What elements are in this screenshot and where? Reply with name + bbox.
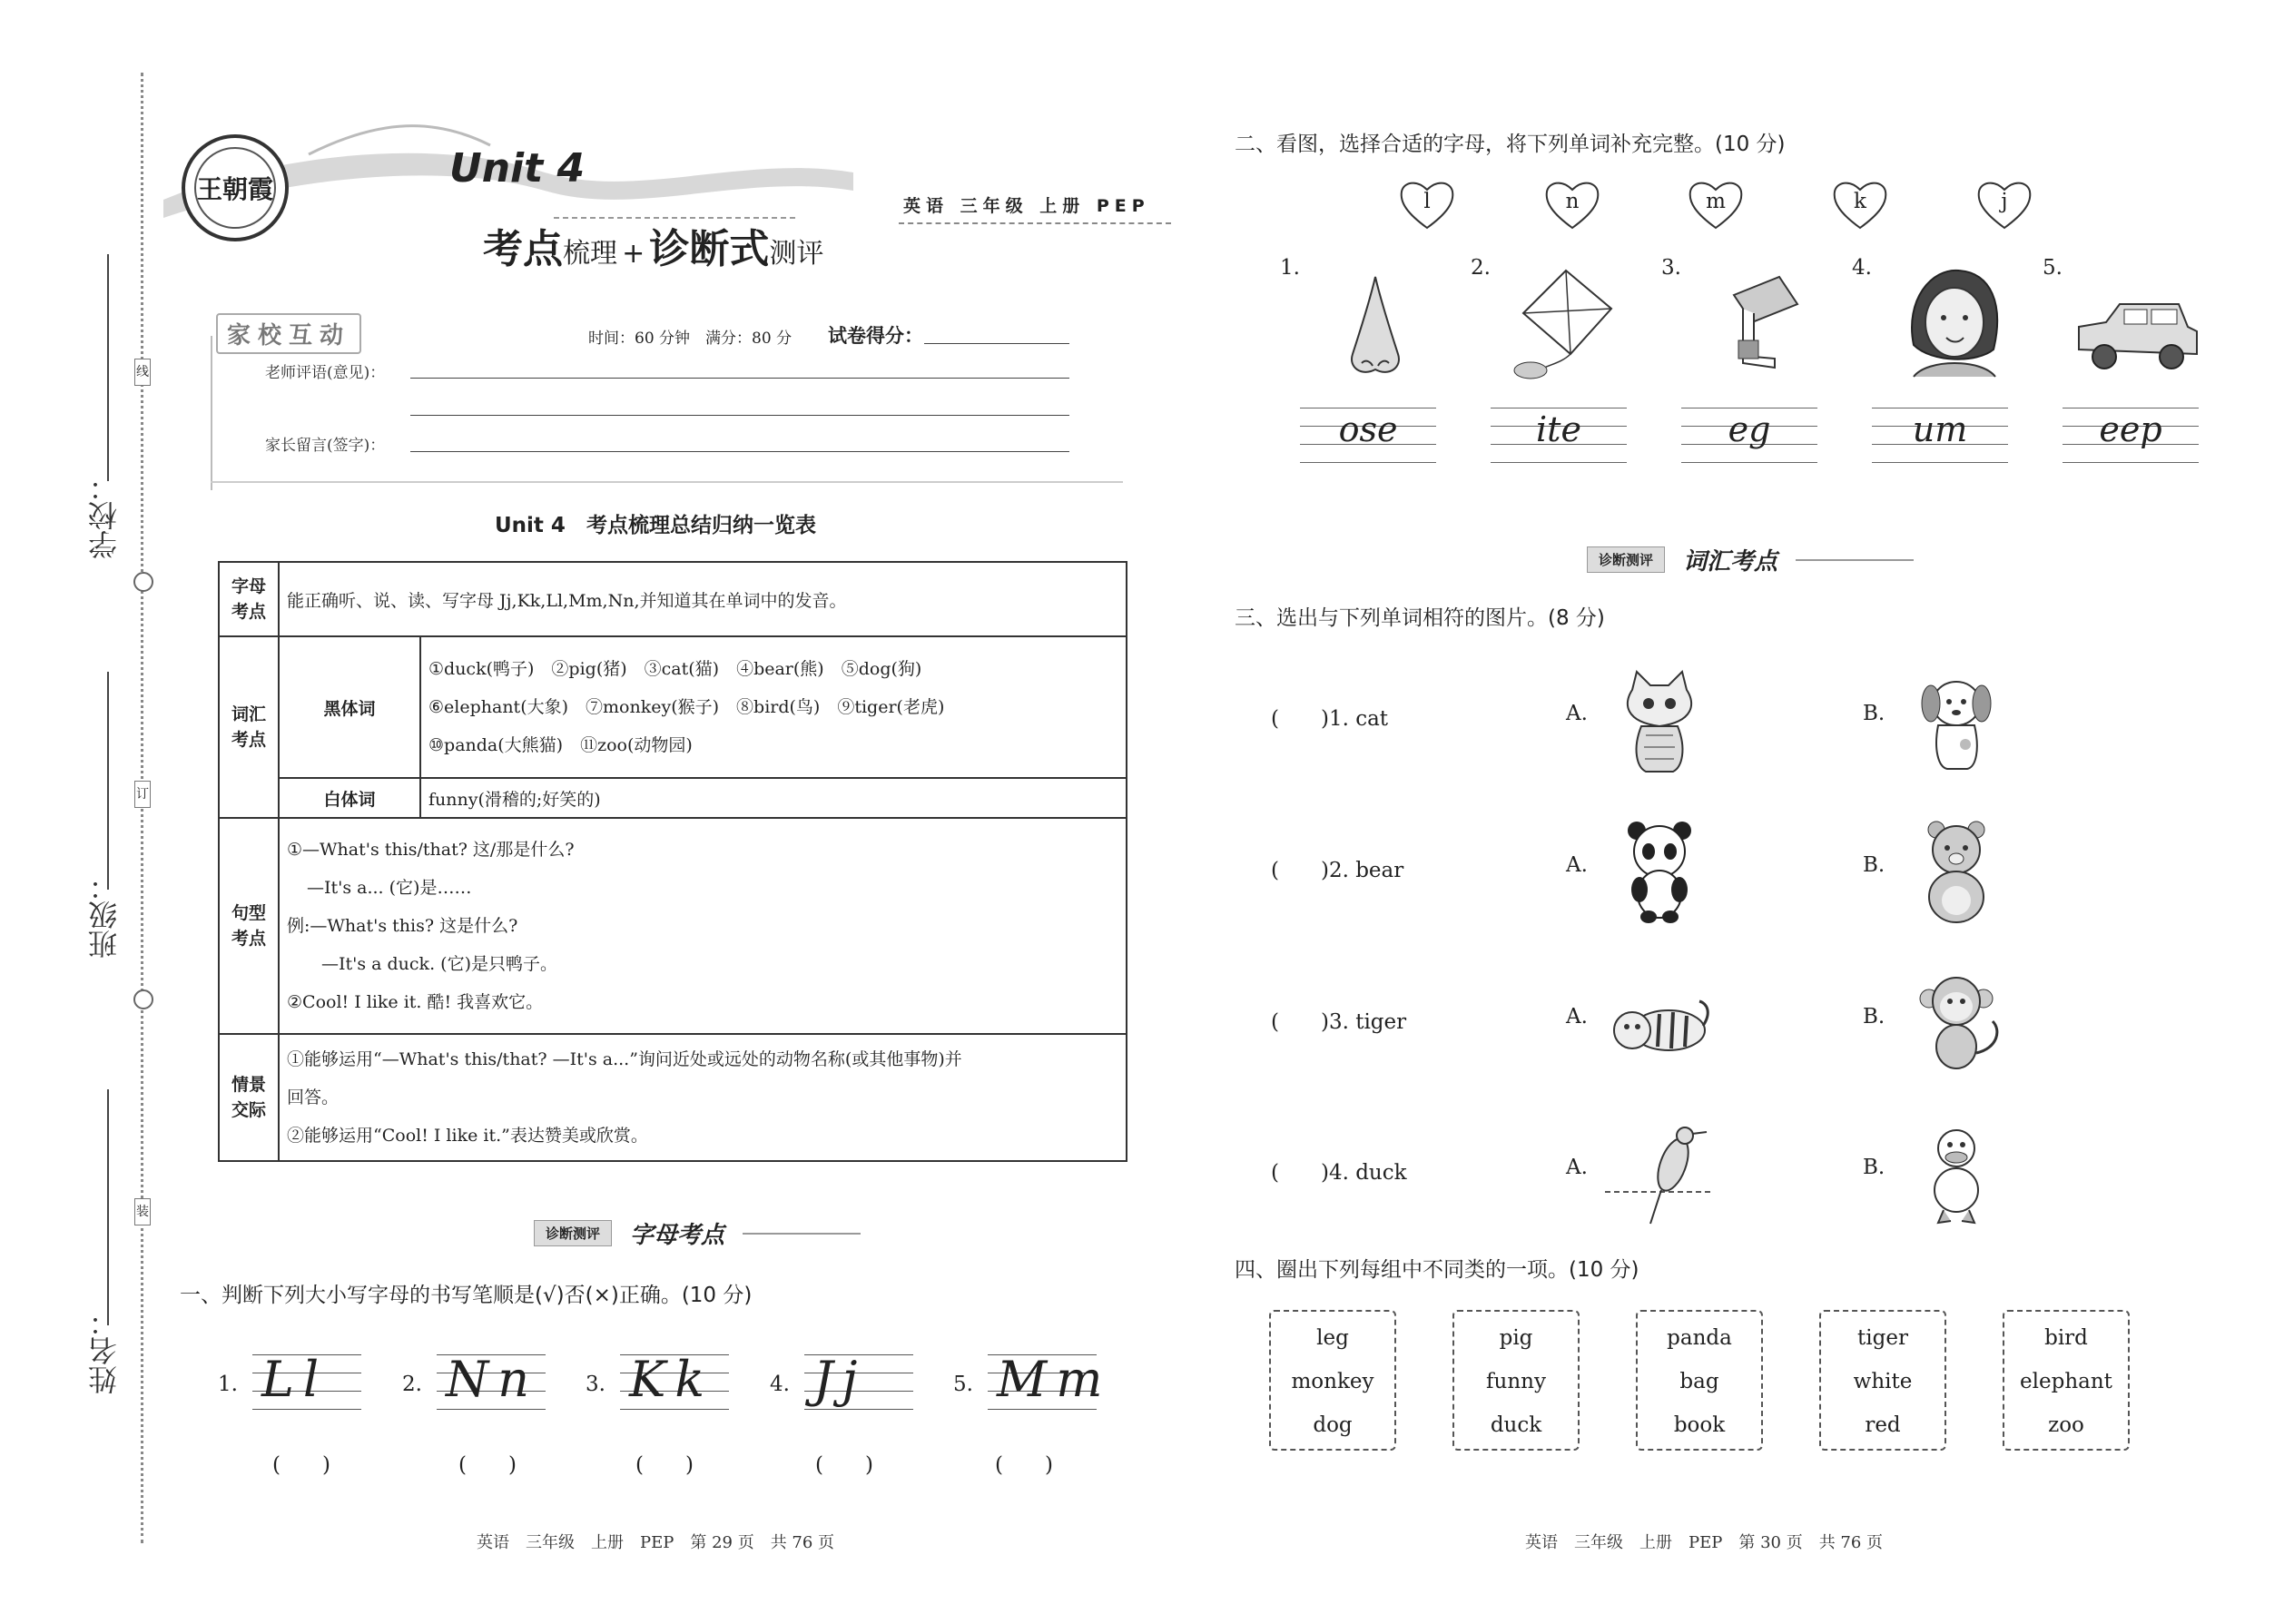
kite-picture bbox=[1498, 263, 1634, 381]
answer-paren-4[interactable]: ( ) bbox=[815, 1453, 873, 1477]
heart-letter: l bbox=[1423, 190, 1431, 213]
bold-words-line: ①duck(鸭子) ②pig(猪) ③cat(猫) ④bear(熊) ⑤dog(狗) bbox=[428, 659, 922, 679]
ribbon-arrow-line bbox=[1796, 559, 1914, 561]
vocab-head: 词汇考点 bbox=[219, 636, 279, 818]
page-subtitle bbox=[483, 216, 823, 274]
teacher-comment-line-1[interactable] bbox=[410, 378, 1069, 379]
partial-word: eg bbox=[1728, 409, 1771, 449]
group-word[interactable]: pig bbox=[1499, 1326, 1533, 1350]
subtitle-part-b: 梳理 bbox=[563, 238, 617, 270]
heart-letter-j[interactable] bbox=[1975, 177, 2033, 231]
q1-item-5 bbox=[953, 1334, 1112, 1425]
bird-picture[interactable] bbox=[1605, 1119, 1714, 1228]
bear-picture[interactable] bbox=[1902, 817, 2011, 926]
subtitle-part-a: 考点 bbox=[483, 226, 563, 272]
q2-item-number: 5. bbox=[2043, 256, 2063, 280]
tag-underline bbox=[899, 222, 1171, 224]
vocab-section-ribbon bbox=[1587, 543, 1914, 576]
mum-picture bbox=[1886, 263, 2023, 381]
q1-item-3 bbox=[586, 1334, 731, 1425]
grade-tag: 英语 三年级 上册 PEP bbox=[903, 196, 1150, 216]
punch-hole-2 bbox=[133, 989, 153, 1009]
group-word[interactable]: tiger bbox=[1857, 1326, 1908, 1350]
bind-mark-2: 订 bbox=[134, 781, 151, 808]
tiger-picture[interactable] bbox=[1605, 967, 1714, 1076]
partial-word: eep bbox=[2099, 409, 2162, 449]
partial-word: ose bbox=[1338, 409, 1398, 449]
letter-glyph: Ll bbox=[261, 1351, 329, 1408]
q4-title: 四、圈出下列每组中不同类的一项。(10 分) bbox=[1235, 1258, 1639, 1282]
bold-words-line: ⑩panda(大熊猫) ⑪zoo(动物园) bbox=[428, 735, 693, 755]
q2-word-3[interactable] bbox=[1681, 404, 1817, 468]
word-group-5 bbox=[2003, 1310, 2130, 1451]
q3-title: 三、选出与下列单词相符的图片。(8 分) bbox=[1235, 606, 1605, 630]
group-word[interactable]: panda bbox=[1667, 1326, 1732, 1350]
summary-table-title: Unit 4 考点梳理总结归纳一览表 bbox=[495, 514, 816, 537]
cat-picture[interactable] bbox=[1605, 667, 1714, 776]
exam-meta: 时间：60 分钟 满分：80 分 bbox=[588, 330, 793, 348]
group-word[interactable]: red bbox=[1865, 1413, 1901, 1437]
class-line bbox=[107, 672, 109, 890]
parent-message-label: 家长留言(签字)： bbox=[265, 437, 386, 455]
group-word[interactable]: leg bbox=[1316, 1326, 1349, 1350]
q2-word-5[interactable] bbox=[2063, 404, 2199, 468]
home-school-title: 家校互动 bbox=[216, 313, 361, 354]
subtitle-plus: + bbox=[622, 238, 645, 270]
white-words-label: 白体词 bbox=[279, 778, 420, 818]
name-label: 姓名： bbox=[87, 1307, 122, 1394]
white-words-text: funny(滑稽的;好笑的) bbox=[420, 778, 1127, 818]
footer-right: 英语 三年级 上册 PEP 第 30 页 共 76 页 bbox=[1525, 1533, 1884, 1552]
duck-picture[interactable] bbox=[1902, 1119, 2011, 1228]
heart-letter: k bbox=[1854, 190, 1866, 213]
q3-question-3[interactable]: ( )3. tiger bbox=[1271, 1010, 1407, 1034]
q3-option-a: A. bbox=[1566, 702, 1588, 725]
summary-table bbox=[218, 561, 1127, 1162]
q1-item-2 bbox=[402, 1334, 547, 1425]
q1-item-4 bbox=[770, 1334, 915, 1425]
sentence-line: ②Cool! I like it. 酷! 我喜欢它。 bbox=[287, 992, 544, 1012]
q2-item-number: 4. bbox=[1852, 256, 1872, 280]
q3-option-a: A. bbox=[1566, 1156, 1588, 1179]
answer-paren-2[interactable]: ( ) bbox=[458, 1453, 517, 1477]
ribbon-tag: 诊断测评 bbox=[1587, 546, 1665, 573]
punch-hole-1 bbox=[133, 572, 153, 592]
letters-section-ribbon bbox=[534, 1216, 861, 1250]
group-word[interactable]: dog bbox=[1313, 1413, 1353, 1437]
ribbon-title: 字母考点 bbox=[630, 1222, 725, 1249]
teacher-comment-label: 老师评语(意见)： bbox=[265, 364, 386, 382]
word-group-2 bbox=[1452, 1310, 1580, 1451]
table-row bbox=[219, 1034, 1127, 1161]
sentence-cell bbox=[279, 818, 1127, 1034]
teacher-comment-line-2[interactable] bbox=[410, 415, 1069, 416]
letters-head: 字母考点 bbox=[219, 562, 279, 636]
sentence-line: —It's a... (它)是…… bbox=[307, 878, 472, 898]
bold-words-label: 黑体词 bbox=[279, 636, 420, 778]
group-word[interactable]: funny bbox=[1486, 1370, 1546, 1393]
sentence-line: ①—What's this/that? 这/那是什么? bbox=[287, 840, 575, 860]
brand-seal-logo bbox=[182, 134, 289, 241]
situation-line: ①能够运用“—What's this/that? —It's a...”询问近处或远处的动物名称(或其他事物)并 bbox=[287, 1049, 962, 1069]
group-word[interactable]: white bbox=[1853, 1370, 1913, 1393]
q1-item-number: 5. bbox=[953, 1373, 973, 1396]
monkey-picture[interactable] bbox=[1902, 967, 2011, 1076]
word-group-4 bbox=[1819, 1310, 1946, 1451]
school-line bbox=[107, 254, 109, 481]
situation-line: ②能够运用“Cool! I like it.”表达赞美或欣赏。 bbox=[287, 1126, 648, 1146]
partial-word: um bbox=[1912, 409, 1968, 449]
group-word[interactable]: book bbox=[1673, 1413, 1726, 1437]
q3-question-2[interactable]: ( )2. bear bbox=[1271, 859, 1404, 882]
cut-line bbox=[141, 73, 143, 1543]
q3-option-b: B. bbox=[1863, 702, 1885, 725]
class-label: 班级： bbox=[87, 871, 122, 959]
table-row bbox=[219, 778, 1127, 818]
footer-left: 英语 三年级 上册 PEP 第 29 页 共 76 页 bbox=[477, 1533, 835, 1552]
dog-picture[interactable] bbox=[1902, 667, 2011, 776]
q2-item-number: 2. bbox=[1471, 256, 1491, 280]
heart-letter: m bbox=[1706, 190, 1726, 213]
q1-title: 一、判断下列大小写字母的书写笔顺是(√)否(×)正确。(10 分) bbox=[180, 1284, 753, 1307]
sentence-line: —It's a duck. (它)是只鸭子。 bbox=[321, 954, 557, 974]
heart-letter: j bbox=[2001, 190, 2008, 213]
ribbon-tag: 诊断测评 bbox=[534, 1220, 612, 1246]
bind-mark-3: 装 bbox=[134, 1198, 151, 1225]
q2-title: 二、看图，选择合适的字母，将下列单词补充完整。(10 分) bbox=[1235, 133, 1786, 156]
unit-title: Unit 4 bbox=[449, 145, 586, 192]
heart-letter-l[interactable] bbox=[1398, 177, 1456, 231]
heart-letter: n bbox=[1565, 190, 1580, 213]
bold-words-line: ⑥elephant(大象) ⑦monkey(猴子) ⑧bird(鸟) ⑨tiger(老虎) bbox=[428, 697, 945, 717]
q1-item-number: 2. bbox=[402, 1373, 422, 1396]
q1-item-1 bbox=[218, 1334, 363, 1425]
group-word[interactable]: elephant bbox=[2020, 1370, 2112, 1393]
hs-frame-bottom bbox=[211, 481, 1123, 483]
partial-word: ite bbox=[1536, 409, 1581, 449]
word-group-3 bbox=[1636, 1310, 1763, 1451]
bold-words-cell bbox=[420, 636, 1127, 778]
leg-picture bbox=[1689, 268, 1825, 386]
situation-head: 情景交际 bbox=[219, 1034, 279, 1161]
score-field[interactable] bbox=[924, 343, 1069, 344]
answer-paren-5[interactable]: ( ) bbox=[995, 1453, 1053, 1477]
letters-text: 能正确听、说、读、写字母 Jj,Kk,Ll,Mm,Nn,并知道其在单词中的发音。 bbox=[279, 562, 1127, 636]
table-row bbox=[219, 818, 1127, 1034]
hs-frame-left bbox=[211, 336, 212, 490]
q2-word-1[interactable] bbox=[1300, 404, 1436, 468]
binding-margin bbox=[0, 0, 154, 1624]
group-word[interactable]: monkey bbox=[1291, 1370, 1374, 1393]
heart-letter-k[interactable] bbox=[1831, 177, 1889, 231]
q3-option-b: B. bbox=[1863, 1005, 1885, 1029]
heart-letter-m[interactable] bbox=[1687, 177, 1745, 231]
ribbon-arrow-line bbox=[743, 1233, 861, 1235]
answer-paren-3[interactable]: ( ) bbox=[635, 1453, 694, 1477]
ribbon-title: 词汇考点 bbox=[1683, 548, 1778, 576]
group-word[interactable]: zoo bbox=[2048, 1413, 2084, 1437]
jeep-picture bbox=[2070, 277, 2206, 395]
group-word[interactable]: bird bbox=[2044, 1326, 2088, 1350]
q3-option-a: A. bbox=[1566, 1005, 1588, 1029]
heart-letter-n[interactable] bbox=[1543, 177, 1601, 231]
letter-glyph: Nn bbox=[446, 1351, 539, 1408]
q3-option-b: B. bbox=[1863, 1156, 1885, 1179]
letter-glyph: Kk bbox=[629, 1351, 714, 1408]
nose-picture bbox=[1307, 268, 1443, 386]
situation-cell bbox=[279, 1034, 1127, 1161]
answer-paren-1[interactable]: ( ) bbox=[272, 1453, 330, 1477]
group-word[interactable]: bag bbox=[1679, 1370, 1719, 1393]
letter-glyph: Mm bbox=[997, 1351, 1112, 1408]
q2-item-number: 1. bbox=[1280, 256, 1300, 280]
situation-line: 回答。 bbox=[287, 1088, 340, 1107]
q2-item-number: 3. bbox=[1661, 256, 1681, 280]
letter-glyph: Jj bbox=[813, 1351, 867, 1408]
parent-message-line[interactable] bbox=[410, 451, 1069, 452]
q3-option-b: B. bbox=[1863, 853, 1885, 877]
table-row bbox=[219, 636, 1127, 778]
name-line bbox=[107, 1089, 109, 1325]
q1-item-number: 4. bbox=[770, 1373, 790, 1396]
brand-name: 王朝霞 bbox=[194, 147, 276, 229]
q3-question-1[interactable]: ( )1. cat bbox=[1271, 707, 1389, 731]
panda-picture[interactable] bbox=[1605, 817, 1714, 926]
score-label: 试卷得分： bbox=[828, 325, 923, 347]
sentence-head: 句型考点 bbox=[219, 818, 279, 1034]
subtitle-part-c: 诊断式 bbox=[649, 226, 770, 272]
q2-word-4[interactable] bbox=[1872, 404, 2008, 468]
bind-mark-1: 线 bbox=[134, 359, 151, 386]
table-row bbox=[219, 562, 1127, 636]
group-word[interactable]: duck bbox=[1490, 1413, 1542, 1437]
q1-item-number: 3. bbox=[586, 1373, 605, 1396]
school-label: 学校： bbox=[87, 472, 122, 559]
sentence-line: 例:—What's this? 这是什么? bbox=[287, 916, 518, 936]
q2-word-2[interactable] bbox=[1491, 404, 1627, 468]
q3-option-a: A. bbox=[1566, 853, 1588, 877]
word-group-1 bbox=[1269, 1310, 1396, 1451]
q3-question-4[interactable]: ( )4. duck bbox=[1271, 1161, 1407, 1185]
subtitle-part-d: 测评 bbox=[769, 238, 824, 270]
q1-item-number: 1. bbox=[218, 1373, 238, 1396]
